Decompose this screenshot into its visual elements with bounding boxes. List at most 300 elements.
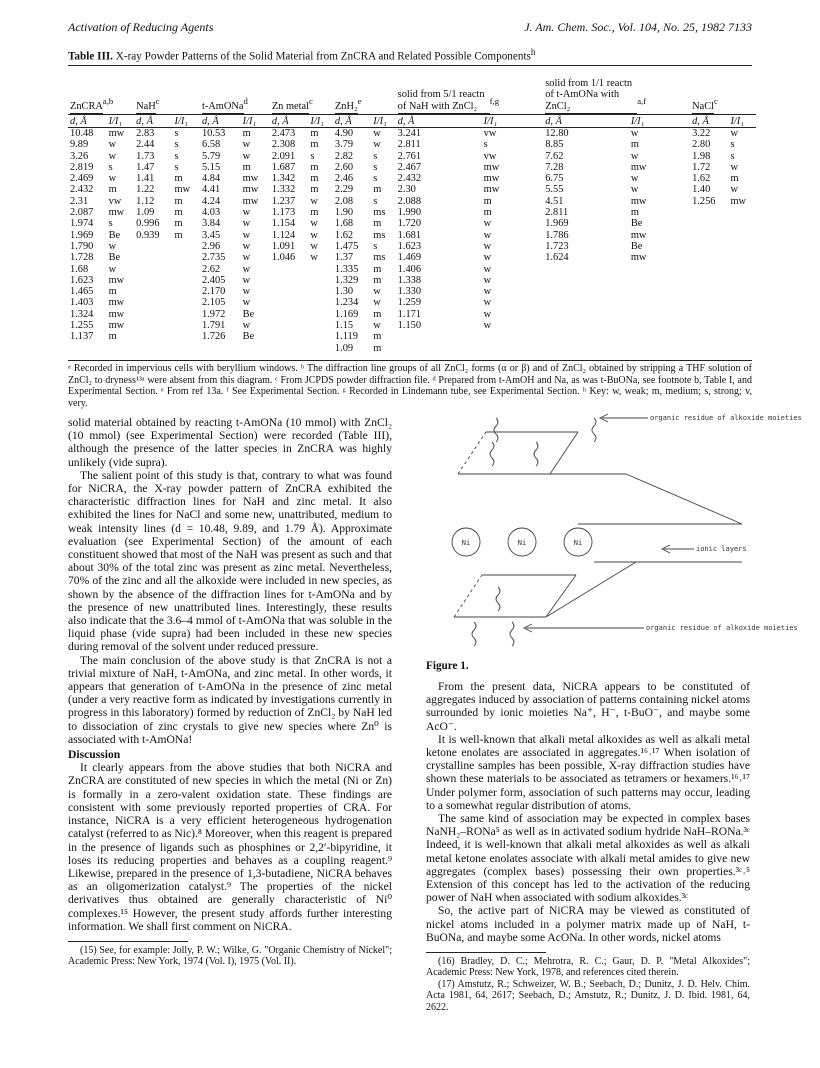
column-group-header — [396, 68, 544, 115]
table-cell: 1.255 — [70, 320, 94, 332]
table-cell: m — [242, 128, 251, 139]
ni-label: Ni — [461, 539, 471, 547]
footnotes — [68, 945, 392, 968]
table-row — [68, 207, 756, 218]
ni-label: Ni — [517, 539, 527, 547]
table-cell — [690, 230, 728, 241]
table-cell: w — [108, 150, 117, 162]
table-cell: 1.624 — [545, 252, 569, 264]
table-cell — [173, 275, 200, 286]
table-label: Table III. — [68, 50, 113, 63]
table-cell — [134, 331, 172, 342]
table-cell — [270, 297, 309, 308]
table-cell — [728, 320, 756, 331]
table-cell: 3.84 — [201, 218, 221, 230]
table-cell: 2.308 — [271, 139, 296, 151]
table-cell: m — [373, 263, 382, 275]
table-cell: s — [730, 139, 735, 151]
table-cell: mw — [730, 195, 747, 207]
table-cell — [629, 309, 690, 320]
table-cell: m — [174, 207, 183, 219]
table-cell: 2.60 — [334, 161, 354, 173]
table-cell: s — [373, 240, 378, 252]
table-cell — [728, 218, 756, 229]
table-cell: 4.03 — [201, 207, 221, 219]
table-cell: 2.811 — [545, 207, 569, 219]
table-cell — [629, 331, 690, 342]
table-cell: w — [242, 240, 251, 252]
table-cell — [134, 275, 172, 286]
table-cell: 1.475 — [334, 240, 359, 252]
table-cell: 1.124 — [271, 229, 296, 241]
subheader-cell: d, Å — [543, 115, 629, 128]
table-cell: w — [242, 263, 251, 275]
subheader-cell: I/I₁ — [241, 115, 270, 128]
table-cell: 1.406 — [397, 263, 422, 275]
group-name: ZnH₂ — [335, 101, 358, 114]
table-cell: 1.72 — [692, 161, 711, 173]
table-cell: 9.89 — [70, 139, 89, 151]
table-cell — [200, 343, 241, 354]
table-cell: s — [373, 173, 378, 185]
table-cell — [134, 241, 172, 252]
table-cell — [270, 331, 309, 342]
table-cell: 2.469 — [70, 173, 94, 185]
table-cell: 1.41 — [136, 173, 155, 185]
label-ionic-layers: ionic layers — [696, 545, 747, 553]
table-cell: Be — [108, 252, 121, 264]
table-cell — [543, 297, 629, 308]
journal-citation: J. Am. Chem. Soc., Vol. 104, No. 25, 1982 7133 — [524, 20, 752, 34]
table-cell — [270, 286, 309, 297]
table-cell: s — [310, 150, 315, 162]
table-row — [68, 275, 756, 286]
table-cell: 1.173 — [271, 207, 296, 219]
table-cell: 2.811 — [397, 139, 421, 151]
group-name: Zn metal — [272, 101, 309, 114]
table-cell: w — [483, 320, 492, 332]
figure-caption: Figure 1. — [426, 660, 469, 672]
table-cell — [690, 286, 728, 297]
table-cell: 1.15 — [334, 320, 354, 332]
table-cell — [543, 309, 629, 320]
group-sup: a,f — [637, 96, 647, 107]
table-cell: m — [483, 195, 492, 207]
table-cell: 2.761 — [397, 150, 422, 162]
table-cell: 1.62 — [334, 229, 354, 241]
table-cell: 6.75 — [545, 173, 564, 185]
table-cell: s — [373, 195, 378, 207]
table-cell: mw — [242, 195, 259, 207]
table-cell: 4.84 — [201, 173, 221, 185]
table-footnotes: ᵃ Recorded in impervious cells with beryllium windows. ᵇ The diffraction line groups of all ZnCl₂ forms (α or β) and of ZnCl₂ obtained by stripping a THF solution of ZnCl₂ to dryness¹³ᵃ were absent from this diagram. ᶜ From JCPDS powder diffraction file. ᵈ Prepared from t-AmOH and Na, as was t-BuONa, see footnote b, Table I, and Experimental Section. ᵉ From ref 13a. ᶠ See Experimental Section. ᵍ Recorded in Lindemann tube, see Experimental Section. ʰ Key: w, weak; m, medium; s, strong; v, very. — [68, 363, 752, 409]
column-group-header — [134, 68, 200, 115]
paragraph: The main conclusion of the above study is that ZnCRA is not a trivial mixture of NaH, t-AmONa, and zinc metal. In other words, it appears that generation of t-AmONa in the presence of zinc metal (under a very reactive form as indicated by investigations currently in progress in this laboratory) formed by reduction of ZnCl₂ by NaH led to dissociation of zinc crystals to give new species where Zn⁰ is associated with t-AmONa! — [68, 653, 392, 746]
table-cell — [270, 264, 309, 275]
group-name: ZnCRA — [70, 101, 103, 114]
table-cell: 2.735 — [201, 252, 226, 264]
table-cell: s — [483, 139, 488, 151]
paragraph: It clearly appears from the above studies that both NiCRA and ZnCRA are constituted of new species in which the metal (Ni or Zn) is formally in a zero-valent oxidation state. These findings are consistent with some previously reported properties of CRA. For instance, NiCRA is a very efficient heterogeneous hydrogenation catalyst (referred to as Nic).⁸ Moreover, when this reagent is prepared in the presence of ligands such as phosphines or 2,2′-bipyridine, it loses its reducing properties and behaves as a coupling reagent.⁹ Likewise, prepared in the presence of 1,3-butadiene, NiCRA behaves as an oligomerization catalyst.⁹ The properties of the nickel derivatives thus obtained are generally characteristic of Ni⁰ complexes.¹⁵ However, the present study affords further interesting information. We shall first comment on NiCRA. — [68, 761, 392, 933]
table-cell — [690, 275, 728, 286]
table-cell — [543, 320, 629, 331]
table-cell: w — [483, 252, 492, 264]
table-cell: 1.329 — [334, 274, 359, 286]
paragraph: The same kind of association may be expected in complex bases NaNH₂–RONa⁵ as well as in activated sodium hydride NaH–RONa.³ᶜ Indeed, it is well-known that alkali metal alkoxides as well as alkali metal ketone enolates associate with alkali metal amides to give new aggregates (complex bases) possessing their own properties.³ᶜ˒⁵ Extension of this concept has led to the activation of the reducing power of NaH when associated with sodium alkoxides.³ᶜ — [426, 812, 750, 905]
footnote-rule — [426, 952, 546, 953]
table-cell: 1.969 — [70, 229, 94, 241]
table-cell — [728, 264, 756, 275]
paragraph: From the present data, NiCRA appears to be constituted of aggregates induced by association of patterns containing nickel atoms surrounded by ionic moieties Na⁺, H⁻, t-BuO⁻, and maybe some AcO⁻. — [426, 680, 750, 733]
table-cell — [308, 320, 333, 331]
table-cell — [173, 343, 200, 354]
table-cell — [690, 343, 728, 354]
table-cell: w — [108, 240, 117, 252]
table-row — [68, 320, 756, 331]
table-cell: mw — [108, 297, 125, 309]
table-cell — [690, 331, 728, 342]
table-row — [68, 162, 756, 173]
table-cell: 1.98 — [692, 150, 711, 162]
table-cell: 7.62 — [545, 150, 564, 162]
table-cell: ms — [373, 229, 386, 241]
table-cell: 1.234 — [334, 297, 359, 309]
figure-diagram — [426, 412, 802, 652]
table-cell: mw — [108, 274, 125, 286]
table-cell — [134, 264, 172, 275]
table-cell: m — [108, 184, 117, 196]
table-cell: m — [310, 128, 319, 139]
subheader-cell: I/I₁ — [308, 115, 333, 128]
table-row — [68, 128, 756, 140]
table-cell: mw — [630, 252, 647, 264]
table-cell: 2.46 — [334, 173, 354, 185]
table-cell: mw — [108, 128, 125, 139]
table-cell: w — [730, 128, 738, 139]
table-cell — [107, 343, 135, 354]
table-cell — [173, 320, 200, 331]
table-cell: m — [483, 207, 492, 219]
table-cell: 2.29 — [334, 184, 354, 196]
table-cell: mw — [483, 161, 500, 173]
table-cell: w — [630, 173, 639, 185]
subheader-cell: d, Å — [200, 115, 241, 128]
group-sup: d — [243, 96, 248, 107]
subheader-cell: d, Å — [134, 115, 172, 128]
table-cell — [396, 343, 482, 354]
table-cell: s — [174, 139, 179, 151]
right-column — [426, 680, 750, 1013]
left-column — [68, 416, 392, 968]
table-cell: 1.47 — [136, 161, 155, 173]
subheader-cell: d, Å — [270, 115, 309, 128]
table-cell: w — [242, 150, 251, 162]
group-name: solid from 5/1 reactn of NaH with ZnCl₂ — [398, 89, 490, 114]
table-cell: w — [373, 286, 381, 298]
table-cell: 1.403 — [70, 297, 94, 309]
table-cell: 6.58 — [201, 139, 221, 151]
table-cell — [173, 286, 200, 297]
table-cell: 1.62 — [692, 173, 711, 185]
table-cell: 1.681 — [397, 229, 422, 241]
table-cell — [629, 264, 690, 275]
subheader-cell: d, Å — [396, 115, 482, 128]
table-cell — [728, 309, 756, 320]
table-cell: 1.623 — [397, 240, 422, 252]
table-cell: 1.171 — [397, 308, 422, 320]
group-name: solid from 1/1 reactn of t-AmONa with ZnCl₂ — [545, 78, 637, 114]
table-cell: m — [174, 218, 183, 230]
table-cell: s — [108, 161, 113, 173]
table-cell — [728, 207, 756, 218]
table-cell: mw — [174, 184, 191, 196]
table-cell: 1.338 — [397, 274, 422, 286]
running-title: Activation of Reducing Agents — [68, 20, 214, 34]
table-cell — [270, 309, 309, 320]
table-row — [68, 196, 756, 207]
table-cell: 1.137 — [70, 331, 94, 343]
table-cell — [629, 275, 690, 286]
ni-label: Ni — [573, 539, 583, 547]
table-cell: mw — [630, 229, 647, 241]
table-cell: 1.73 — [136, 150, 155, 162]
table-cell — [690, 241, 728, 252]
table-cell: w — [242, 207, 251, 219]
table-cell: 1.726 — [201, 331, 226, 343]
table-cell: 4.24 — [201, 195, 221, 207]
subheader-cell: I/I₁ — [371, 115, 395, 128]
paragraph: So, the active part of NiCRA may be viewed as constituted of nickel atoms included in a polymer matrix made up of NaH, t-BuONa, and maybe some AcONa. In other words, nickel atoms — [426, 904, 750, 944]
table-cell: 2.96 — [201, 240, 221, 252]
table-cell: w — [483, 218, 492, 230]
table-cell: w — [373, 297, 381, 309]
table-cell: w — [242, 252, 251, 264]
table-cell: m — [373, 308, 382, 320]
table-cell: 1.335 — [334, 263, 359, 275]
table-cell — [728, 343, 756, 354]
table-cell: w — [242, 218, 251, 230]
table-cell: m — [373, 342, 382, 354]
group-sup: e — [357, 96, 362, 107]
table-cell — [308, 331, 333, 342]
table-cell: w — [483, 286, 492, 298]
table-cell: w — [242, 320, 251, 332]
table-cell: w — [730, 161, 738, 173]
table-cell: m — [310, 184, 319, 196]
table-cell: m — [730, 173, 739, 185]
table-cell: 1.22 — [136, 184, 155, 196]
table-cell: 1.972 — [201, 308, 226, 320]
table-cell: w — [108, 139, 117, 151]
table-cell — [543, 264, 629, 275]
table-cell: w — [310, 218, 318, 230]
table-cell — [270, 343, 309, 354]
table-cell — [629, 297, 690, 308]
table-cell: mw — [630, 195, 647, 207]
table-cell: mw — [108, 207, 125, 219]
table-cell — [308, 264, 333, 275]
table-cell — [308, 309, 333, 320]
table-cell: w — [373, 139, 381, 151]
table-cell: w — [630, 150, 639, 162]
table-row — [68, 252, 756, 263]
table-row — [68, 139, 756, 150]
group-sup: c — [309, 96, 313, 107]
table-cell — [308, 275, 333, 286]
subheader-cell: I/I₁ — [107, 115, 135, 128]
table-cell — [173, 241, 200, 252]
table-cell: 1.119 — [334, 331, 358, 343]
group-name: NaH — [136, 101, 156, 114]
footnote-rule — [68, 941, 188, 942]
table-cell: 2.091 — [271, 150, 296, 162]
group-name: NaCl — [692, 101, 714, 114]
table-cell: w — [373, 128, 381, 139]
group-header-row — [68, 68, 756, 115]
table-cell: w — [483, 240, 492, 252]
table-cell: w — [630, 128, 639, 139]
table-cell: 1.256 — [692, 195, 716, 207]
table-cell — [270, 275, 309, 286]
table-cell: 10.48 — [70, 128, 94, 139]
table-row — [68, 264, 756, 275]
table-cell: vw — [108, 195, 122, 207]
table-cell: m — [630, 207, 639, 219]
table-cell: 10.53 — [201, 128, 226, 139]
table-cell: 7.28 — [545, 161, 564, 173]
table-cell — [728, 241, 756, 252]
table-cell: w — [310, 252, 318, 264]
table-cell — [543, 275, 629, 286]
table-cell: 1.342 — [271, 173, 296, 185]
table-title-sup: h — [530, 48, 536, 58]
table-cell — [728, 230, 756, 241]
figure-1 — [426, 412, 802, 652]
group-sup: a,b — [102, 96, 114, 107]
alkyl-chain-icon — [592, 418, 596, 442]
table-cell — [173, 297, 200, 308]
table-cell: w — [310, 195, 318, 207]
table-cell: s — [174, 161, 179, 173]
table-cell: s — [373, 150, 378, 162]
table-cell: w — [483, 274, 492, 286]
table-cell — [173, 264, 200, 275]
table-cell — [629, 286, 690, 297]
column-group-header — [333, 68, 396, 115]
table-cell — [308, 286, 333, 297]
table-cell: 1.169 — [334, 308, 359, 320]
table-row — [68, 184, 756, 195]
column-group-header — [68, 68, 134, 115]
table-cell — [173, 331, 200, 342]
table-cell: m — [242, 161, 251, 173]
table-cell — [68, 343, 107, 354]
table-cell: m — [373, 184, 382, 196]
table-cell — [728, 297, 756, 308]
table-cell: w — [242, 286, 251, 298]
table-cell: 4.90 — [334, 128, 354, 139]
table-cell: 2.432 — [70, 184, 94, 196]
table-cell: 3.22 — [692, 128, 711, 139]
table-cell: s — [373, 161, 378, 173]
table-cell — [728, 252, 756, 263]
table-cell: 3.79 — [334, 139, 354, 151]
table-cell — [482, 331, 544, 342]
table-cell: 1.37 — [334, 252, 354, 264]
subheader-row — [68, 115, 756, 128]
table-cell — [543, 343, 629, 354]
table-cell — [241, 343, 270, 354]
table-cell: 1.324 — [70, 308, 94, 320]
table-cell: s — [174, 150, 179, 162]
table-title: X-ray Powder Patterns of the Solid Material from ZnCRA and Related Possible Components — [115, 50, 531, 63]
table-cell: 8.85 — [545, 139, 564, 151]
subheader-cell: I/I₁ — [629, 115, 690, 128]
table-cell: 4.51 — [545, 195, 564, 207]
table-cell: 1.728 — [70, 252, 94, 264]
table-row — [68, 230, 756, 241]
alkyl-chain-icon — [510, 622, 514, 646]
table-bottom-rule — [68, 360, 752, 361]
table-cell: 1.469 — [397, 252, 422, 264]
table-cell: w — [483, 229, 492, 241]
table-cell: 5.79 — [201, 150, 221, 162]
table-caption — [68, 48, 752, 63]
reference: (17) Amstutz, R.; Schweizer, W. B.; Seebach, D.; Dunitz, J. D. Helv. Chim. Acta 1981, 64, 2617; Seebach, D.; Amstutz, R.; Dunitz, J. D. Ibid. 1981, 64, 2622. — [426, 978, 750, 1013]
table-cell: 1.790 — [70, 240, 94, 252]
table-cell: m — [310, 139, 319, 151]
table-cell: 5.15 — [201, 161, 221, 173]
group-sup: c — [155, 96, 160, 107]
table-cell: 2.82 — [334, 150, 354, 162]
table-row — [68, 331, 756, 342]
table-cell: 1.09 — [136, 207, 155, 219]
table-cell: 2.83 — [136, 128, 155, 139]
table-cell — [173, 309, 200, 320]
alkyl-chain-icon — [494, 418, 498, 442]
table-cell: 1.990 — [397, 207, 422, 219]
table-row — [68, 241, 756, 252]
table-cell — [690, 309, 728, 320]
table-cell: mw — [242, 184, 259, 196]
table-cell: 2.473 — [271, 128, 296, 139]
table-cell: mw — [108, 308, 125, 320]
running-header — [68, 20, 752, 36]
subheader-cell: d, Å — [690, 115, 728, 128]
paragraph: The salient point of this study is that, contrary to what was found for NiCRA, the X-ray powder pattern of ZnCRA exhibited the characteristic diffraction lines for NaH and zinc metal. It also exhibited the lines for NaCl and some new, unattributed, medium to weak intensity lines (d = 10.48, 9.89, and 1.79 Å). Approximate evaluation (see Experimental Section) of the amount of each constituent showed that most of the NaH was present as such and that about 30% of the total zinc was present as zinc metal. Nevertheless, 70% of the zinc and all the alkoxide were included in new species, as shown by the absence of the diffraction lines for t-AmONa and by the presence of new unattributed lines. Interestingly, these results also indicate that the 3.6–4 mmol of t-AmONa that was soluble in the liquid phase (vide supra) had been included in these new species during removal of the solvent under reduced pressure. — [68, 468, 392, 654]
table-cell: w — [630, 184, 639, 196]
table-cell: 1.40 — [692, 184, 711, 196]
table-row — [68, 218, 756, 229]
group-name: t-AmONa — [202, 101, 244, 114]
table-cell: Be — [630, 218, 643, 230]
table-cell — [134, 286, 172, 297]
table-cell: 0.939 — [136, 229, 160, 241]
column-group-header — [543, 68, 690, 115]
table-cell: w — [483, 308, 492, 320]
table-cell — [308, 297, 333, 308]
table-cell: 0.996 — [136, 218, 160, 230]
table-cell: mw — [630, 161, 647, 173]
table-cell: w — [242, 229, 251, 241]
table-cell: w — [310, 229, 318, 241]
section-heading: Discussion — [68, 748, 121, 762]
table-cell: Be — [108, 229, 121, 241]
table-cell: 1.786 — [545, 229, 569, 241]
table-cell: 1.330 — [397, 286, 422, 298]
table-cell — [690, 252, 728, 263]
table-cell: 1.465 — [70, 286, 94, 298]
